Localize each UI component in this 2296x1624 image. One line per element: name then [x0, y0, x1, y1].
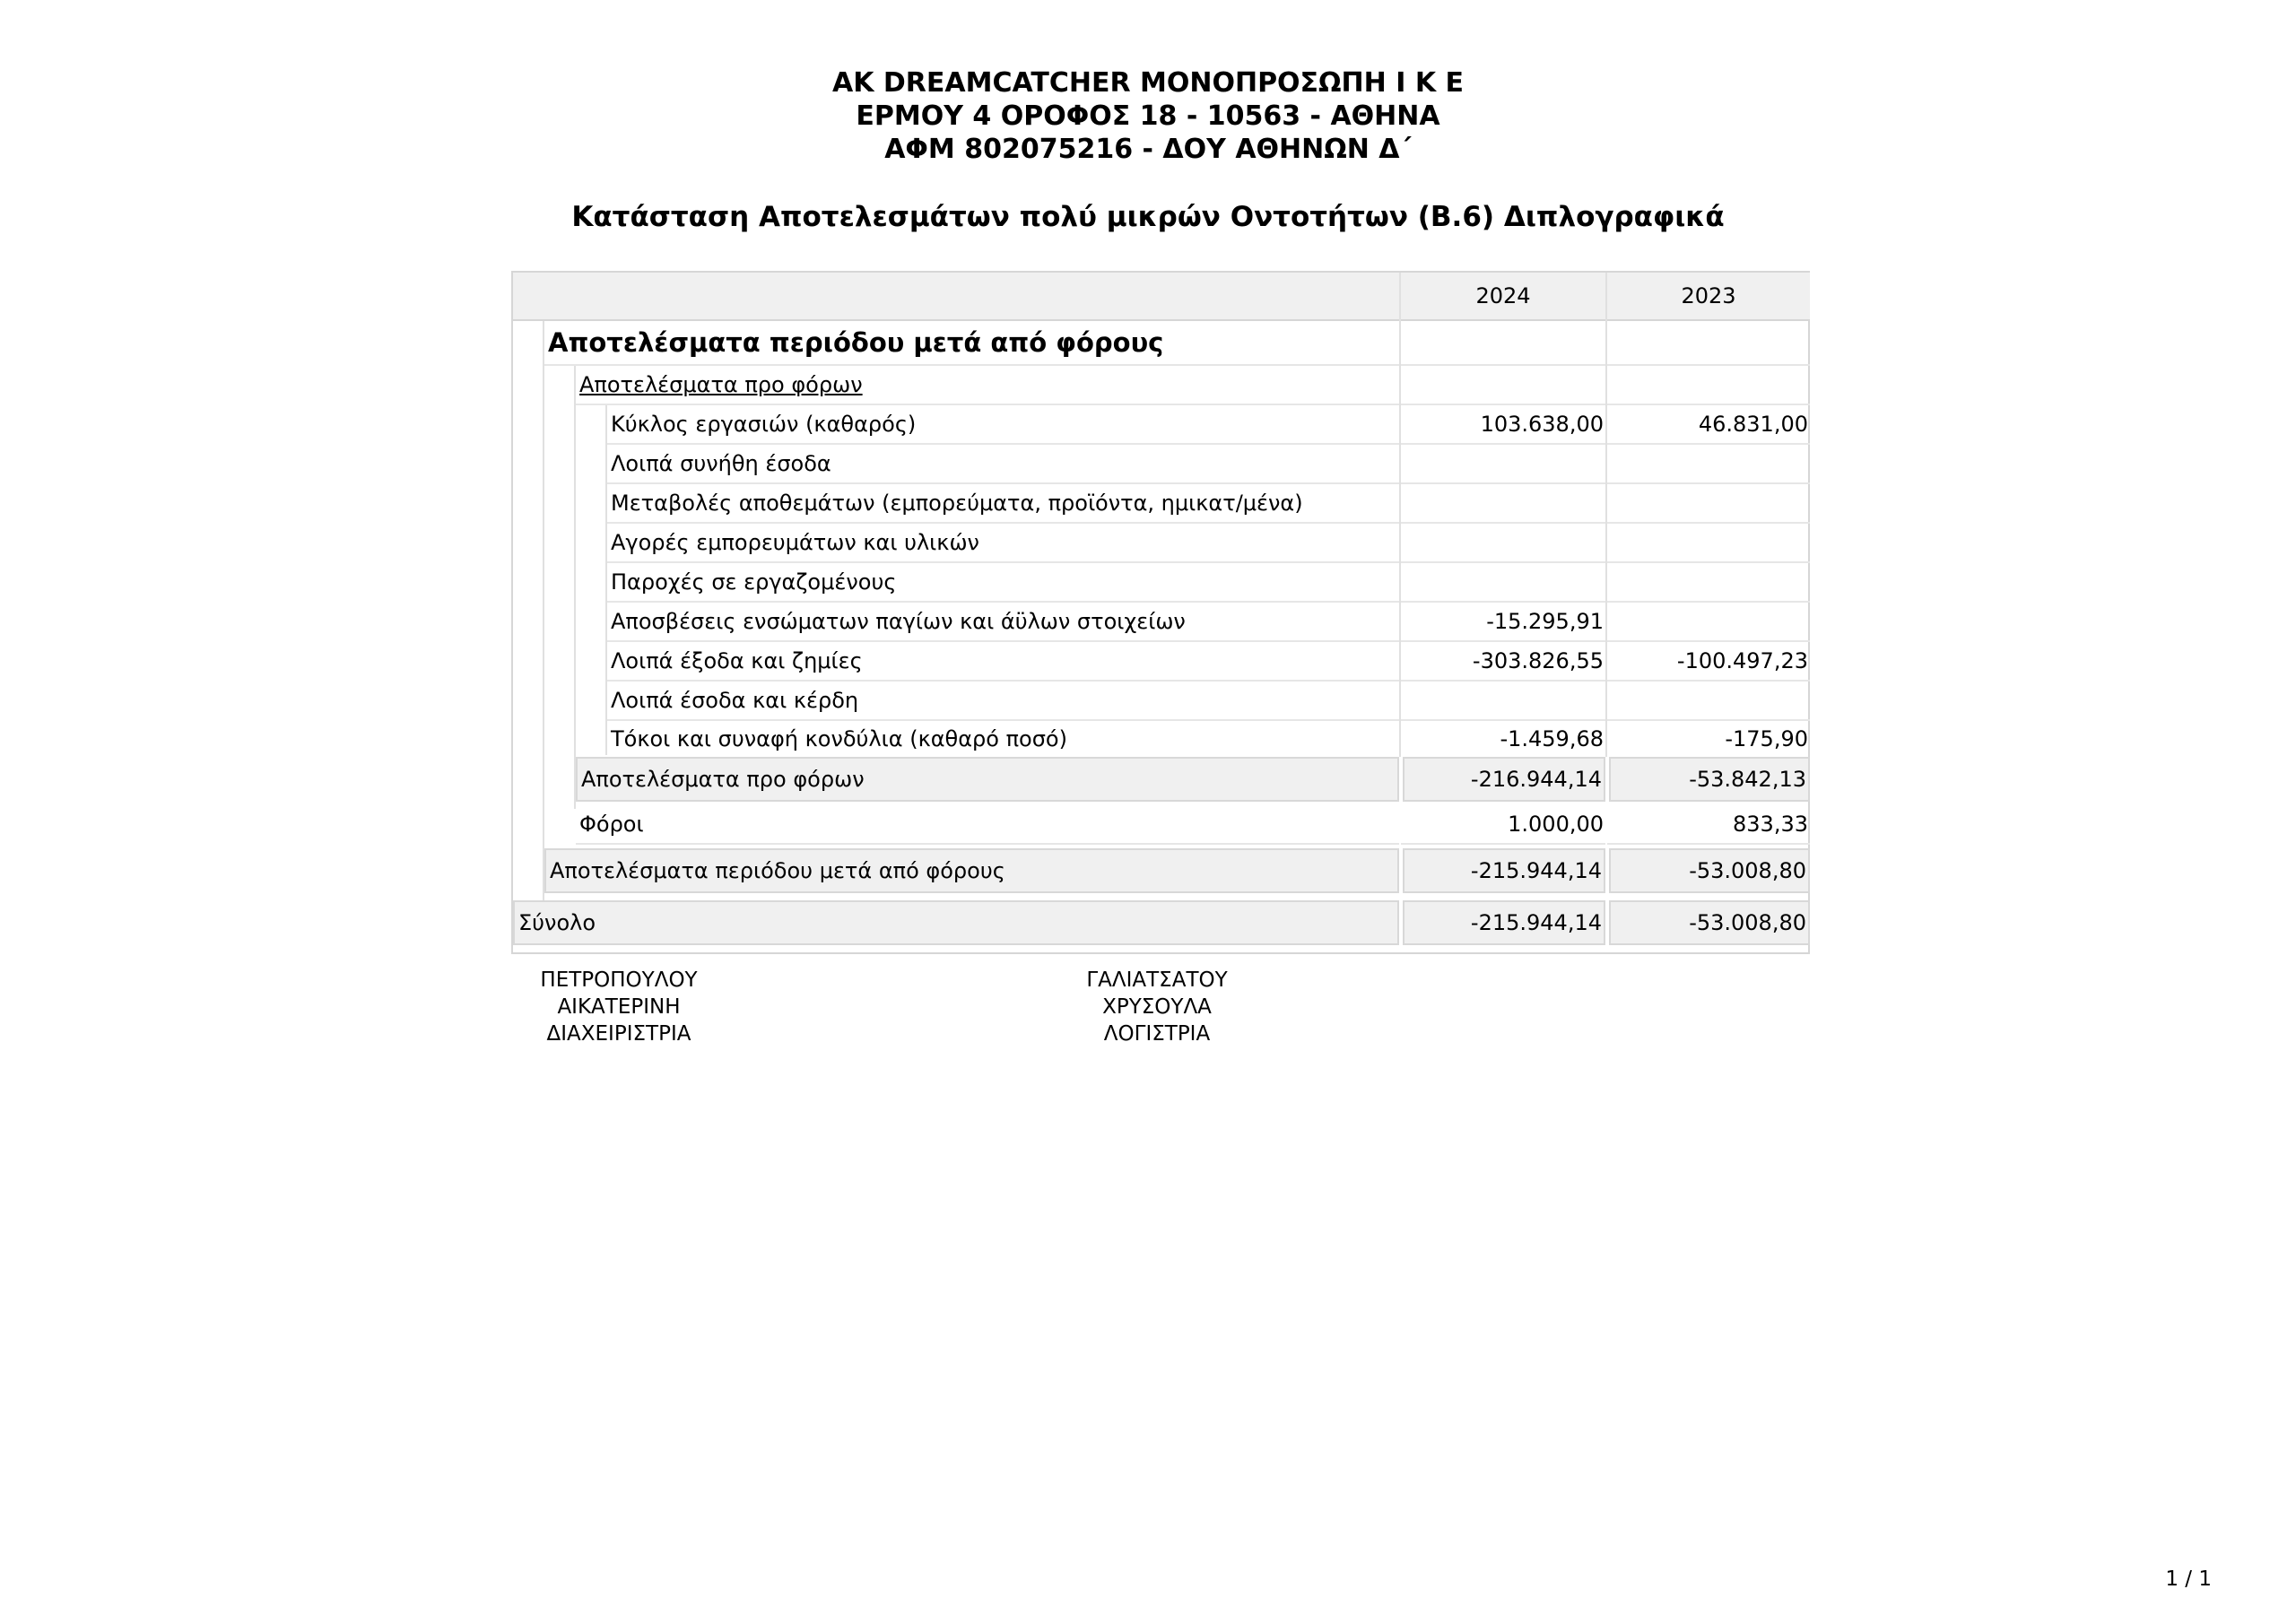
row-value-2023: -175,90: [1725, 726, 1808, 751]
row-value-2024: [1401, 484, 1605, 524]
row-label: Αποσβέσεις ενσώματων παγίων και άϋλων στοιχείων: [607, 603, 1399, 642]
page-number: 1 / 1: [2165, 1568, 2212, 1591]
column-header-2024: 2024: [1401, 273, 1605, 319]
results-table: [511, 271, 1810, 954]
section-title: Αποτελέσματα περιόδου μετά από φόρους: [544, 321, 1399, 366]
row-value-2023: [1607, 445, 1810, 484]
signature-role: ΔΙΑΧΕΙΡΙΣΤΡΙΑ: [546, 1022, 691, 1046]
row-value-2024: -303.826,55: [1401, 642, 1605, 682]
row-label: Παροχές σε εργαζομένους: [607, 563, 1399, 603]
signature-surname: ΠΕΤΡΟΠΟΥΛΟΥ: [540, 968, 698, 992]
taxes-2023: 833,33: [1607, 805, 1810, 845]
signature-manager: [502, 967, 735, 1047]
pretax-total-2023: -53.842,13: [1609, 757, 1810, 802]
row-value-2023: -100.497,23: [1607, 642, 1810, 682]
company-header: [0, 66, 2296, 166]
row-value-2024: [1401, 445, 1605, 484]
after-tax-total-2024: -215.944,14: [1403, 848, 1605, 893]
signature-firstname: ΑΙΚΑΤΕΡΙΝΗ: [557, 995, 681, 1019]
row-label: Τόκοι και συναφή κονδύλια (καθαρό ποσό): [611, 726, 1067, 751]
row-value-2024: [1401, 563, 1605, 603]
taxes-2024: 1.000,00: [1401, 805, 1605, 845]
row-value-2024: [1401, 524, 1605, 563]
row-value-2023: [1607, 524, 1810, 563]
signature-surname: ΓΑΛΙΑΤΣΑΤΟΥ: [1086, 968, 1228, 992]
pretax-total-label: Αποτελέσματα προ φόρων: [576, 757, 1399, 802]
row-label: Κύκλος εργασιών (καθαρός): [607, 405, 1399, 445]
row-label: Λοιπά έσοδα και κέρδη: [607, 682, 1399, 721]
header-blank-cell: [513, 273, 1399, 319]
row-label: Λοιπά έξοδα και ζημίες: [607, 642, 1399, 682]
row-value-2024: -15.295,91: [1401, 603, 1605, 642]
taxes-label: Φόροι: [576, 805, 1399, 845]
row-value-2024: [1401, 682, 1605, 721]
signature-accountant: [1040, 967, 1274, 1047]
company-tax-id: ΑΦΜ 802075216 - ΔΟΥ ΑΘΗΝΩΝ Δ΄: [884, 134, 1412, 165]
subsection-title: [576, 366, 1399, 405]
row-label: Μεταβολές αποθεμάτων (εμπορεύματα, προϊόντα, ημικατ/μένα): [607, 484, 1399, 524]
subsection-title-text: Αποτελέσματα προ φόρων: [579, 372, 863, 397]
row-label: Αγορές εμπορευμάτων και υλικών: [607, 524, 1399, 563]
row-value-2023: 46.831,00: [1607, 405, 1810, 445]
after-tax-total-2023: -53.008,80: [1609, 848, 1810, 893]
row-value-2024: -1.459,68: [1500, 726, 1604, 751]
column-header-2023: 2023: [1607, 273, 1810, 319]
company-address: ΕΡΜΟΥ 4 ΟΡΟΦΟΣ 18 - 10563 - ΑΘΗΝΑ: [856, 100, 1440, 132]
row-value-2023: [1607, 484, 1810, 524]
after-tax-total-label: Αποτελέσματα περιόδου μετά από φόρους: [544, 848, 1399, 893]
grand-total-label: Σύνολο: [513, 900, 1399, 945]
row-value-2023: [1607, 603, 1810, 642]
row-value-2023: [1607, 682, 1810, 721]
signature-firstname: ΧΡΥΣΟΥΛΑ: [1102, 995, 1212, 1019]
grand-total-2024: -215.944,14: [1403, 900, 1605, 945]
company-name: AK DREAMCATCHER ΜΟΝΟΠΡΟΣΩΠΗ Ι Κ Ε: [831, 67, 1465, 99]
row-label: Λοιπά συνήθη έσοδα: [607, 445, 1399, 484]
signature-role: ΛΟΓΙΣΤΡΙΑ: [1103, 1022, 1211, 1046]
row-value-2023: [1607, 563, 1810, 603]
grand-total-2023: -53.008,80: [1609, 900, 1810, 945]
report-title: Κατάσταση Αποτελεσμάτων πολύ μικρών Οντοτήτων (Β.6) Διπλογραφικά: [571, 201, 1725, 233]
pretax-total-2024: -216.944,14: [1403, 757, 1605, 802]
row-value-2024: 103.638,00: [1401, 405, 1605, 445]
